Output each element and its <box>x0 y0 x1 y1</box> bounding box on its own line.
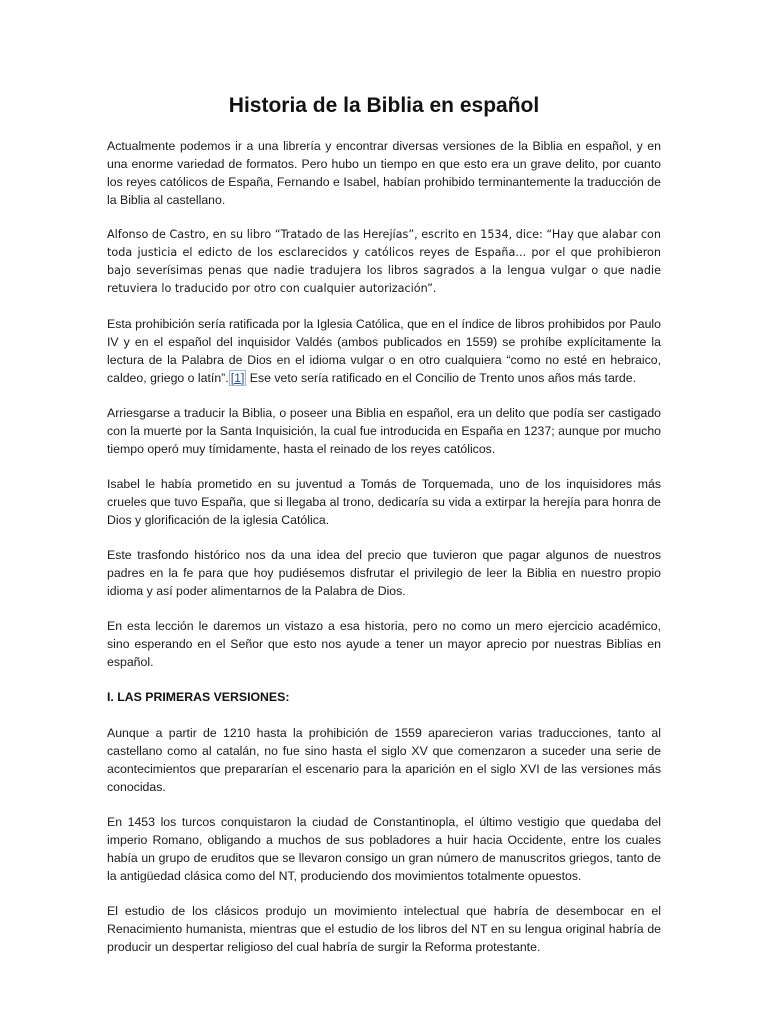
paragraph-prohibicion-text: Esta prohibición sería ratificada por la Iglesia Católica, que en el índice de libros prohibidos por Paulo IV y en el español del inquisidor Valdés (ambos publicados en 1559) se prohíbe explícitamente la lectura de la Palabra de Dios en el idioma vulgar o en otro cualquiera “como no esté en hebraico, caldeo, griego o latín”. <box>107 317 661 385</box>
page-title: Historia de la Biblia en español <box>228 94 540 117</box>
paragraph-inquisicion: Arriesgarse a traducir la Biblia, o poseer una Biblia en español, era un delito que podía ser castigado con la muerte por la Santa Inquisición, la cual fue introducida en España en 1237; aunque por mucho tiempo operó muy tímidamente, hasta el reinado de los reyes católicos. <box>107 406 661 456</box>
paragraph-leccion: En esta lección le daremos un vistazo a esa historia, pero no como un mero ejercicio académico, sino esperando en el Señor que esto nos ayude a tener un mayor aprecio por nuestras Biblias en español. <box>107 619 661 669</box>
footnote-link[interactable]: [1] <box>230 371 245 385</box>
paragraph-prohibicion <box>107 315 661 387</box>
paragraph-isabel: Isabel le había prometido en su juventud a Tomás de Torquemada, uno de los inquisidores más crueles que tuvo España, que si llegaba al trono, dedicaría su vida a extirpar la herejía para honra de Dios y glorificación de la iglesia Católica. <box>107 477 661 527</box>
paragraph-trasfondo: Este trasfondo histórico nos da una idea del precio que tuvieron que pagar algunos de nuestros padres en la fe para que hoy pudiésemos disfrutar el privilegio de leer la Biblia en nuestro propio idioma y así poder alimentarnos de la Palabra de Dios. <box>107 548 661 598</box>
paragraph-prohibicion-tail: Ese veto sería ratificado en el Concilio de Trento unos años más tarde. <box>246 371 636 385</box>
paragraph-alfonso-de-castro: Alfonso de Castro, en su libro “Tratado de las Herejías”, escrito en 1534, dice: “Hay que alabar con toda justicia el edicto de los esclarecidos y católicos reyes de España... por el que prohibieron bajo severísimas penas que nadie tradujera los libros sagrados a la lengua vulgar o que nadie retuviera lo traducido por otro con cualquier autorización”. <box>107 228 661 295</box>
document-body <box>107 137 661 973</box>
paragraph-intro: Actualmente podemos ir a una librería y encontrar diversas versiones de la Biblia en español, y en una enorme variedad de formatos. Pero hubo un tiempo en que esto era un grave delito, por cuanto los reyes católicos de España, Fernando e Isabel, habían prohibido terminantemente la traducción de la Biblia al castellano. <box>107 139 661 207</box>
paragraph-primeras-traducciones: Aunque a partir de 1210 hasta la prohibición de 1559 aparecieron varias traducciones, tanto al castellano como al catalán, no fue sino hasta el siglo XV que comenzaron a suceder una serie de acontecimientos que prepararían el escenario para la aparición en el siglo XVI de las versiones más conocidas. <box>107 726 661 794</box>
paragraph-renacimiento: El estudio de los clásicos produjo un movimiento intelectual que habría de desembocar en el Renacimiento humanista, mientras que el estudio de los libros del NT en su lengua original habría de producir un despertar religioso del cual habría de surgir la Reforma protestante. <box>107 904 661 954</box>
section-heading: I. LAS PRIMERAS VERSIONES: <box>107 690 290 704</box>
paragraph-constantinopla: En 1453 los turcos conquistaron la ciudad de Constantinopla, el último vestigio que quedaba del imperio Romano, obligando a muchos de sus pobladores a huir hacia Occidente, entre los cuales había un grupo de eruditos que se llevaron consigo un gran número de manuscritos griegos, tanto de la antigüedad clásica como del NT, produciendo dos movimientos totalmente opuestos. <box>107 815 661 883</box>
